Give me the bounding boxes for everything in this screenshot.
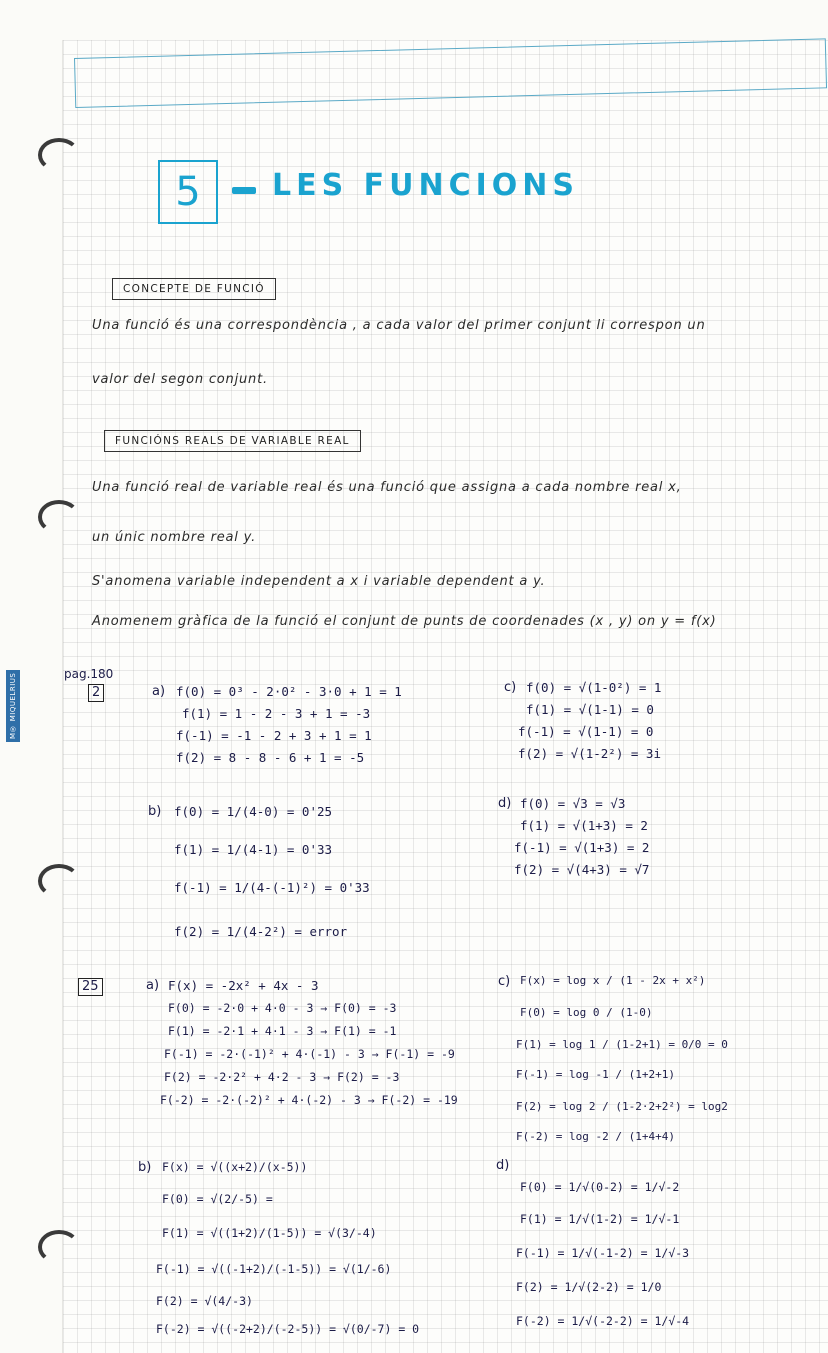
ex25-b-line: F(-2) = √((-2+2)/(-2-5)) = √(0/-7) = 0: [156, 1322, 420, 1336]
ex25-a-line: F(1) = -2·1 + 4·1 - 3 → F(1) = -1: [168, 1024, 397, 1038]
ex2-b-line: f(-1) = 1/(4-(-1)²) = 0'33: [174, 880, 370, 895]
ex25-c-line: F(1) = log 1 / (1-2+1) = 0/0 = 0: [516, 1038, 728, 1051]
ex25-c-line: F(-2) = log -2 / (1+4+4): [516, 1130, 675, 1143]
binder-ring-icon: [38, 500, 80, 534]
ex2-d-line: f(2) = √(4+3) = √7: [514, 862, 650, 877]
section-heading-real: FUNCIÓNS REALS DE VARIABLE REAL: [104, 430, 361, 452]
ex25-a-line: F(2) = -2·2² + 4·2 - 3 → F(2) = -3: [164, 1070, 400, 1084]
chapter-dash: [232, 187, 256, 194]
ex25-b-line: F(0) = √(2/-5) =: [162, 1192, 273, 1206]
ex25-d-line: F(-2) = 1/√(-2-2) = 1/√-4: [516, 1314, 690, 1328]
binder-ring-icon: [38, 138, 80, 172]
ex2-c-line: f(-1) = √(1-1) = 0: [518, 724, 654, 739]
ex25-c-line: F(0) = log 0 / (1-0): [520, 1006, 653, 1019]
ex2-c-label: c): [504, 680, 517, 695]
binder-ring-icon: [38, 864, 80, 898]
ex25-d-line: F(2) = 1/√(2-2) = 1/0: [516, 1280, 662, 1294]
real-line-3: S'anomena variable independent a x i variable dependent a y.: [92, 574, 546, 589]
ex2-c-line: f(2) = √(1-2²) = 3i: [518, 746, 661, 761]
ex2-b-line: f(0) = 1/(4-0) = 0'25: [174, 804, 333, 819]
concept-line-1: Una funció és una correspondència , a cada valor del primer conjunt li correspon un: [92, 318, 706, 333]
exercise-25-number: 25: [78, 978, 103, 996]
ex25-a-label: a): [146, 978, 160, 993]
ex25-c-line: F(-1) = log -1 / (1+2+1): [516, 1068, 675, 1081]
chapter-number: 5: [158, 160, 218, 224]
ex25-b-line: F(2) = √(4/-3): [156, 1294, 253, 1308]
chapter-title: LES FUNCIONS: [272, 168, 580, 203]
ex2-b-label: b): [148, 804, 162, 819]
ex25-c-line: F(x) = log x / (1 - 2x + x²): [520, 974, 706, 987]
ex2-d-label: d): [498, 796, 512, 811]
ex2-a-line: f(1) = 1 - 2 - 3 + 1 = -3: [182, 706, 371, 721]
real-line-4: Anomenem gràfica de la funció el conjunt de punts de coordenades (x , y) on y = f(x): [92, 614, 717, 629]
ex25-d-line: F(0) = 1/√(0-2) = 1/√-2: [520, 1180, 680, 1194]
ex2-c-line: f(0) = √(1-0²) = 1: [526, 680, 662, 695]
ex25-b-line: F(-1) = √((-1+2)/(-1-5)) = √(1/-6): [156, 1262, 392, 1276]
ex25-a-line: F(x) = -2x² + 4x - 3: [168, 978, 319, 993]
brand-watermark: M® MIQUELRIUS: [6, 670, 20, 742]
real-line-2: un únic nombre real y.: [92, 530, 257, 545]
concept-line-2: valor del segon conjunt.: [92, 372, 268, 387]
ex25-c-line: F(2) = log 2 / (1-2·2+2²) = log2: [516, 1100, 728, 1113]
ex2-a-line: f(2) = 8 - 8 - 6 + 1 = -5: [176, 750, 365, 765]
ex2-a-label: a): [152, 684, 166, 699]
binder-ring-icon: [38, 1230, 80, 1264]
ex2-a-line: f(0) = 0³ - 2·0² - 3·0 + 1 = 1: [176, 684, 402, 699]
ex25-a-line: F(-2) = -2·(-2)² + 4·(-2) - 3 → F(-2) = -19: [160, 1093, 458, 1107]
ex25-d-line: F(1) = 1/√(1-2) = 1/√-1: [520, 1212, 680, 1226]
ex2-d-line: f(1) = √(1+3) = 2: [520, 818, 648, 833]
real-line-1: Una funció real de variable real és una funció que assigna a cada nombre real x,: [92, 480, 682, 495]
section-heading-concept: CONCEPTE DE FUNCIÓ: [112, 278, 276, 300]
ex25-b-line: F(x) = √((x+2)/(x-5)): [162, 1160, 308, 1174]
ex2-b-line: f(2) = 1/(4-2²) = error: [174, 924, 348, 939]
ex2-d-line: f(0) = √3 = √3: [520, 796, 626, 811]
ex25-b-line: F(1) = √((1+2)/(1-5)) = √(3/-4): [162, 1226, 377, 1240]
exercise-2-number: 2: [88, 684, 104, 702]
page-reference: pag.180: [64, 667, 114, 681]
ex25-d-line: F(-1) = 1/√(-1-2) = 1/√-3: [516, 1246, 690, 1260]
ex2-c-line: f(1) = √(1-1) = 0: [526, 702, 654, 717]
ex25-c-label: c): [498, 974, 511, 989]
ex25-b-label: b): [138, 1160, 152, 1175]
ex2-d-line: f(-1) = √(1+3) = 2: [514, 840, 650, 855]
ex25-a-line: F(-1) = -2·(-1)² + 4·(-1) - 3 → F(-1) = -9: [164, 1047, 455, 1061]
ex25-d-label: d): [496, 1158, 510, 1173]
ex2-b-line: f(1) = 1/(4-1) = 0'33: [174, 842, 333, 857]
ex25-a-line: F(0) = -2·0 + 4·0 - 3 → F(0) = -3: [168, 1001, 397, 1015]
ex2-a-line: f(-1) = -1 - 2 + 3 + 1 = 1: [176, 728, 372, 743]
